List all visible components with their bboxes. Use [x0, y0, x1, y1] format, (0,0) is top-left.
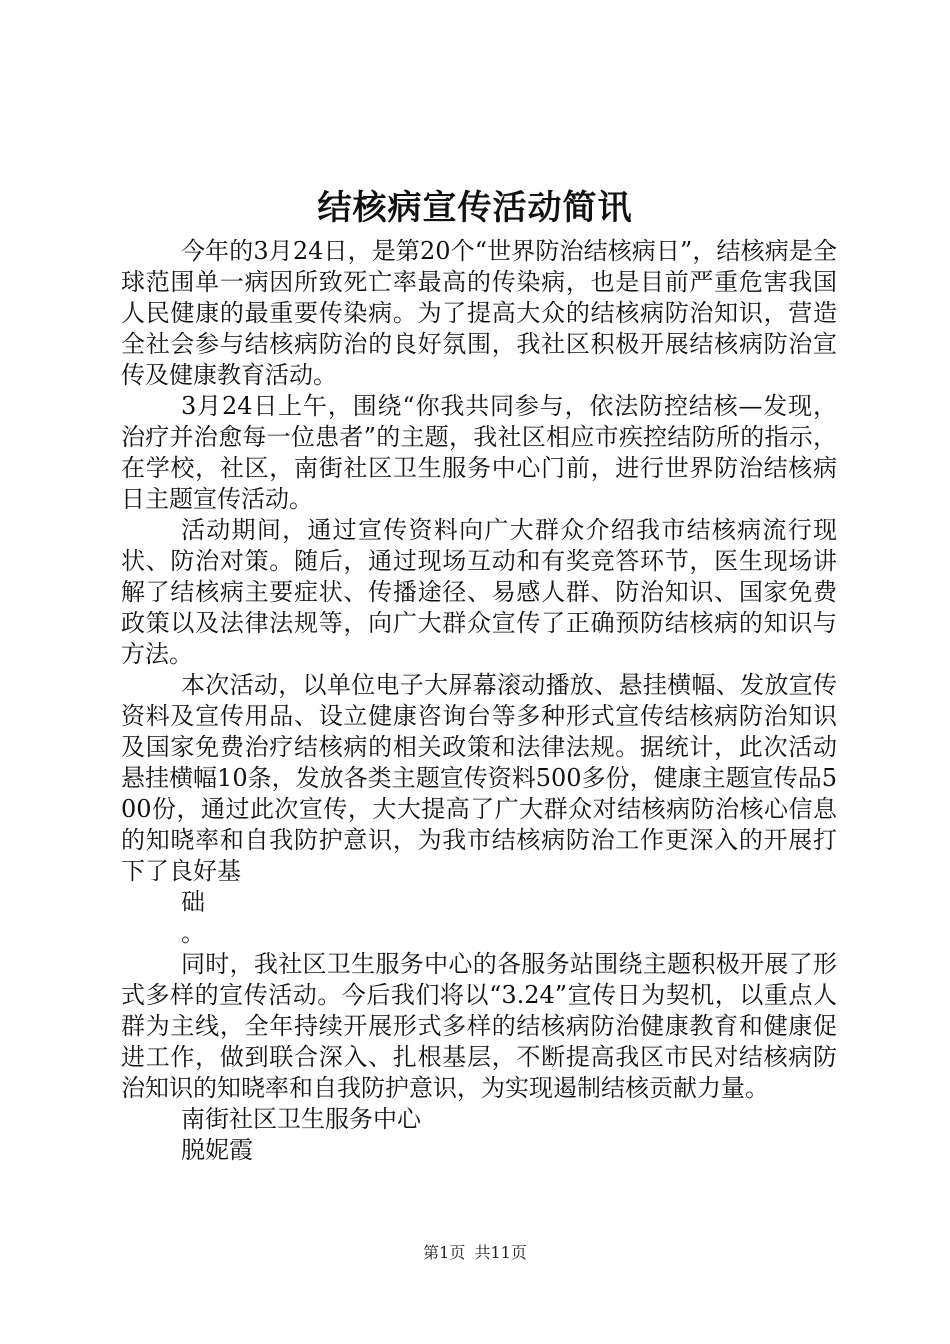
page-footer	[0, 1242, 950, 1264]
signature-name: 脱妮霞	[181, 1136, 253, 1164]
document-title: 结核病宣传活动简讯	[317, 188, 633, 228]
page-number-total: 共11页	[474, 1243, 527, 1262]
orphan-line-2: 。	[181, 919, 205, 947]
document-body	[121, 236, 837, 1166]
paragraph-4: 本次活动，以单位电子大屏幕滚动播放、悬挂横幅、发放宣传资料及宣传用品、设立健康咨询台等多种形式宣传结核病防治知识及国家免费治疗结核病的相关政策和法律法规。据统计，此次活动悬挂横幅10条，发放各类主题宣传资料500多份，健康主题宣传品500份，通过此次宣传，大大提高了广大群众对结核病防治核心信息的知晓率和自我防护意识，为我市结核病防治工作更深入的开展打下了良好基	[121, 671, 837, 885]
orphan-line-1: 础	[181, 888, 205, 916]
paragraph-1: 今年的3月24日，是第20个“世界防治结核病日”，结核病是全球范围单一病因所致死亡率最高的传染病，也是目前严重危害我国人民健康的最重要传染病。为了提高大众的结核病防治知识，营造全社会参与结核病防治的良好氛围，我社区积极开展结核病防治宣传及健康教育活动。	[121, 237, 837, 389]
page-number-current: 第1页	[423, 1243, 466, 1262]
paragraph-2: 3月24日上午，围绕“你我共同参与，依法防控结核—发现，治疗并治愈每一位患者”的主题，我社区相应市疾控结防所的指示，在学校，社区，南街社区卫生服务中心门前，进行世界防治结核病日主题宣传活动。	[121, 392, 837, 513]
paragraph-5: 同时，我社区卫生服务中心的各服务站围绕主题积极开展了形式多样的宣传活动。今后我们将以“3.24”宣传日为契机，以重点人群为主线，全年持续开展形式多样的结核病防治健康教育和健康促进工作，做到联合深入、扎根基层，不断提高我区市民对结核病防治知识的知晓率和自我防护意识，为实现遏制结核贡献力量。	[121, 950, 837, 1102]
signature-organization: 南街社区卫生服务中心	[181, 1105, 421, 1133]
paragraph-3: 活动期间，通过宣传资料向广大群众介绍我市结核病流行现状、防治对策。随后，通过现场互动和有奖竞答环节，医生现场讲解了结核病主要症状、传播途径、易感人群、防治知识、国家免费政策以及法律法规等，向广大群众宣传了正确预防结核病的知识与方法。	[121, 516, 837, 668]
